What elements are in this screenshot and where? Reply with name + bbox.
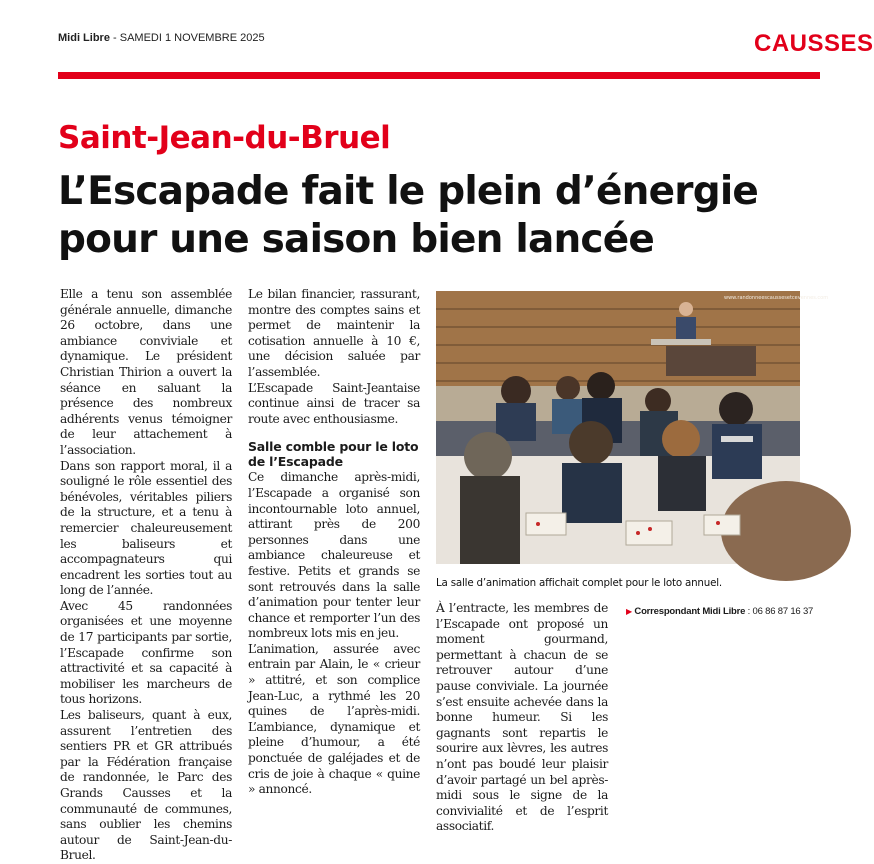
paragraph: Le bilan financier, rassurant, montre des comptes sains et permet de maintenir la cotisation annuelle à 10 €, une décision saluée par l’assemblée. (248, 287, 420, 379)
masthead-separator: - (109, 32, 120, 44)
article-column-4 (626, 601, 814, 620)
paragraph: Elle a tenu son assemblée générale annuelle, dimanche 26 octobre, dans une ambiance conviviale et dynamique. Le président Christian Thirion a ouvert la séance en saluant la présence des nombreux adhérents venus témoigner de leur attachement à l’association. (60, 287, 232, 457)
loto-hall-photo (436, 291, 829, 564)
edition-date: SAMEDI 1 NOVEMBRE 2025 (119, 32, 265, 44)
paragraph: Ce dimanche après-midi, l’Escapade a organisé son incontournable loto annuel, attirant près de 200 personnes dans une ambiance chaleureuse et festive. Petits et grands se sont retrouvés dans la salle d’animation pour tenter leur chance et remporter l’un des nombreux lots mis en jeu. (248, 470, 420, 641)
photo-watermark: www.randonneescaussesetcevennes.com (724, 295, 829, 301)
signature-label: Correspondant Midi Libre (634, 606, 746, 617)
article-kicker: Saint-Jean-du-Bruel (58, 120, 391, 156)
section-divider (58, 72, 820, 79)
author-signature (626, 604, 814, 620)
article-subheading: Salle comble pour le loto de l’Escapade (248, 439, 419, 470)
article-column-3 (436, 601, 608, 835)
paragraph: Les baliseurs, quant à eux, assurent l’entretien des sentiers PR et GR attribués par la Fédération française de randonnée, le Parc des Grands Causses et la communauté de communes, sans oublier les chemins autour de Saint-Jean-du-Bruel. (60, 708, 232, 863)
paragraph: Avec 45 randonnées organisées et une moyenne de 17 participants par sortie, l’Escapade confirme son attractivité et sa capacité à mobiliser les marcheurs de tous horizons. (60, 598, 232, 707)
signature-phone: : 06 86 87 16 37 (745, 606, 814, 617)
signature-triangle-icon: ▶ (626, 607, 632, 616)
headline-line-1: L’Escapade fait le plein d’énergie (58, 169, 759, 214)
paragraph: L’animation, assurée avec entrain par Alain, le « crieur » attitré, et son complice Jean-Luc, a rythmé les 20 quines de l’après-midi. L’ambiance, dynamique et pleine d’humour, a été ponctuée de galéjades et de cris de joie à chaque « quine » annoncé. (248, 641, 420, 797)
article-photo (436, 291, 829, 564)
masthead-line (58, 32, 265, 44)
article-column-2 (248, 287, 420, 798)
headline-line-2: pour une saison bien lancée (58, 217, 655, 262)
article-headline (58, 168, 818, 264)
paragraph: L’Escapade Saint-Jeantaise continue ainsi de tracer sa route avec enthousiasme. (248, 380, 420, 426)
photo-caption: La salle d’animation affichait complet pour le loto annuel. (436, 577, 722, 589)
paragraph: Dans son rapport moral, il a souligné le rôle essentiel des bénévoles, véritables piliers de la structure, et a tenu à remercier chaleureusement les baliseurs et accompagnateurs qui encadrent les sorties tout au long de l’année. (60, 458, 232, 598)
section-name: CAUSSES (754, 30, 874, 57)
publication-name: Midi Libre (58, 32, 110, 44)
article-column-1 (60, 287, 232, 864)
paragraph: À l’entracte, les membres de l’Escapade ont proposé un moment gourmand, permettant à chacun de se retrouver autour d’une pause conviviale. La journée s’est ensuite achevée dans la bonne humeur. Si les gagnants sont repartis le sourire aux lèvres, les autres n’ont pas boudé leur plaisir d’avoir partagé un bel après-midi sous le signe de la convivialité et de l’esprit associatif. (436, 601, 608, 834)
